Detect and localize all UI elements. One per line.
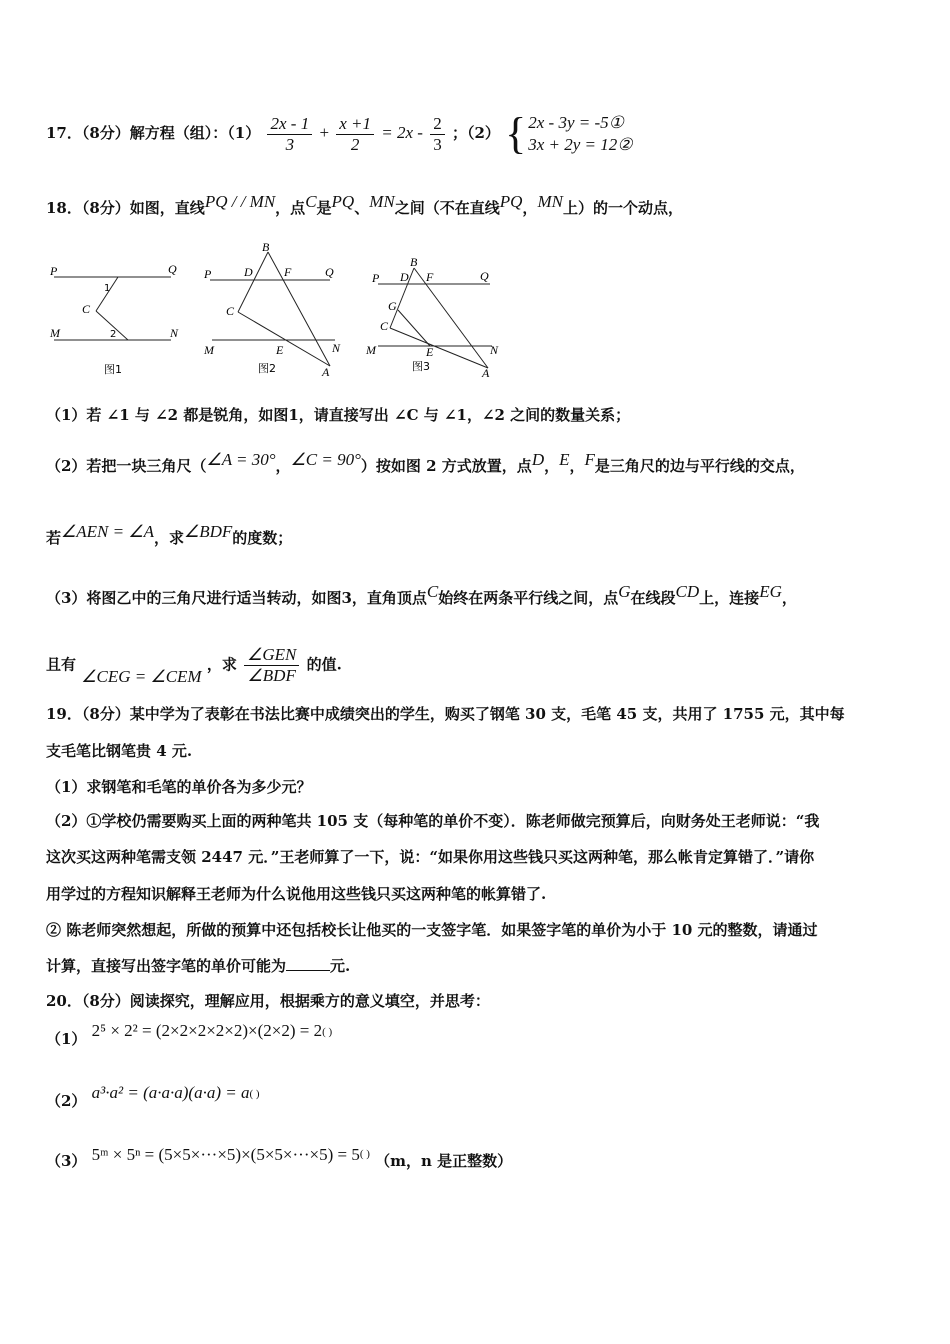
fig1-angle-2: 2 [110, 329, 117, 340]
q18-part2: （2）若把一块三角尺（$^{\angle A = 30^\circ}$，$^{\angle C = 90^\circ}$）按如图 2 方式放置，点$^D$，$^E$，$^F$是三角尺的边与平行线的交点， [46, 450, 805, 475]
q18-intro: 18．（8分）如图，直线$^{PQ / / MN}$，点$^C$是$^{PQ}$、$^{MN}$之间（不在直线$^{PQ}$，$^{MN}$上）的一个动点， [46, 192, 683, 217]
fig3-label-m: M [366, 343, 376, 357]
q18-part2-cont: 若$^{\angle AEN = \angle A}$，求$^{\angle BDF}$的度数； [46, 522, 293, 547]
q19-line7: ② 陈老师突然想起，所做的预算中还包括校长让他买的一支签字笔．如果签字笔的单价为小于 10 元的整数，请通过 [46, 921, 818, 939]
q18-part1: （1）若 ∠1 与 ∠2 都是锐角，如图1，请直接写出 ∠C 与 ∠1，∠2 之间的数量关系； [46, 406, 631, 424]
q19-line2: 支毛笔比钢笔贵 4 元. [46, 742, 193, 760]
fig2-label-d: D [244, 265, 253, 279]
fig2-caption: 图2 [258, 362, 276, 375]
fig3-label-d: D [400, 270, 409, 284]
fig2-label-b: B [262, 240, 270, 254]
fig3-label-e: E [426, 345, 434, 359]
fig2-label-f: F [284, 265, 292, 279]
q17-frac2: $\frac{x +1}{2}$ [336, 114, 374, 155]
fig2-label-e: E [276, 343, 284, 357]
figure-2 [200, 240, 350, 380]
q19-line6: 用学过的方程知识解释王老师为什么说他用这些钱只买这两种笔的帐算错了. [46, 885, 547, 903]
fig2-label-m: M [204, 343, 214, 357]
fig3-label-b: B [410, 255, 418, 269]
q18-part3-cont: 且有 ∠CEG = ∠CEM ，求 $\frac{\text{∠GEN}}{\text{∠BDF}}$ 的值. [46, 645, 342, 686]
q20-line1: 20．（8分）阅读探究，理解应用，根据乘方的意义填空，并思考： [46, 992, 490, 1010]
q20-item2: （2） a³·a² = (a·a·a)(a·a) = a( ) [46, 1083, 260, 1110]
q18-fraction: $\frac{\text{∠GEN}}{\text{∠BDF}}$ [244, 645, 299, 686]
figure-1 [46, 255, 186, 380]
q20-item3: （3） 5ᵐ × 5ⁿ = (5×5×···×5)×(5×5×···×5) = 5( ) （m，n 是正整数） [46, 1145, 513, 1170]
fig2-label-q: Q [325, 265, 334, 279]
fig3-label-q: Q [480, 269, 489, 283]
fig2-label-p: P [204, 267, 212, 281]
fig1-label-q: Q [168, 262, 177, 276]
q18-part3: （3）将图乙中的三角尺进行适当转动，如图3，直角顶点$^C$始终在两条平行线之间，点$^G$在线段$^{CD}$上，连接$^{EG}$， [46, 582, 797, 607]
q17-system: { 2x - 3y = -5① 3x + 2y = 12② [505, 109, 633, 158]
answer-blank [286, 970, 330, 971]
fig1-label-n: N [170, 326, 179, 340]
fig3-label-f: F [426, 270, 434, 284]
fig1-label-c: C [82, 302, 91, 316]
fig3-label-p: P [372, 271, 380, 285]
fig3-label-n: N [490, 343, 499, 357]
fig2-label-n: N [332, 341, 341, 355]
q20-item1: （1） 2⁵ × 2² = (2×2×2×2×2)×(2×2) = 2( ) [46, 1021, 333, 1048]
q17-line: 17．（8分）解方程（组）：（1） $\frac{2x - 1}{3}$ + $\frac{x +1}{2}$ = 2x - $\frac{2}{3}$ ；（2） { 2x - 3y = -5① 3x + 2y = 12② [46, 109, 633, 158]
fig3-caption: 图3 [412, 360, 430, 373]
q19-line4: （2）①学校仍需要购买上面的两种笔共 105 支（每种笔的单价不变）．陈老师做完预算后，向财务处王老师说：“我 [46, 812, 820, 830]
fig3-label-c: C [380, 319, 389, 333]
q19-line3: （1）求钢笔和毛笔的单价各为多少元？ [46, 778, 312, 796]
figure-3 [362, 250, 512, 380]
fig3-label-g: G [388, 299, 397, 313]
q17-frac3: $\frac{2}{3}$ [430, 114, 445, 155]
q17-frac1: $\frac{2x - 1}{3}$ [267, 114, 312, 155]
fig1-angle-1: 1 [104, 283, 111, 294]
q19-line5: 这次买这两种笔需支领 2447 元．”王老师算了一下，说：“如果你用这些钱只买这两种笔，那么帐肯定算错了．”请你 [46, 848, 815, 866]
q19-line1: 19．（8分）某中学为了表彰在书法比赛中成绩突出的学生，购买了钢笔 30 支，毛笔 45 支，共用了 1755 元，其中每 [46, 705, 845, 723]
fig2-label-c: C [226, 304, 235, 318]
fig1-label-m: M [50, 326, 60, 340]
fig2-label-a: A [322, 365, 330, 379]
q17-prefix: 17．（8分）解方程（组）：（1） [46, 124, 261, 142]
fig1-caption: 图1 [104, 363, 122, 376]
fig1-label-p: P [50, 264, 58, 278]
q19-line8: 计算，直接写出签字笔的单价可能为 元. [46, 957, 351, 975]
fig3-label-a: A [482, 366, 490, 380]
